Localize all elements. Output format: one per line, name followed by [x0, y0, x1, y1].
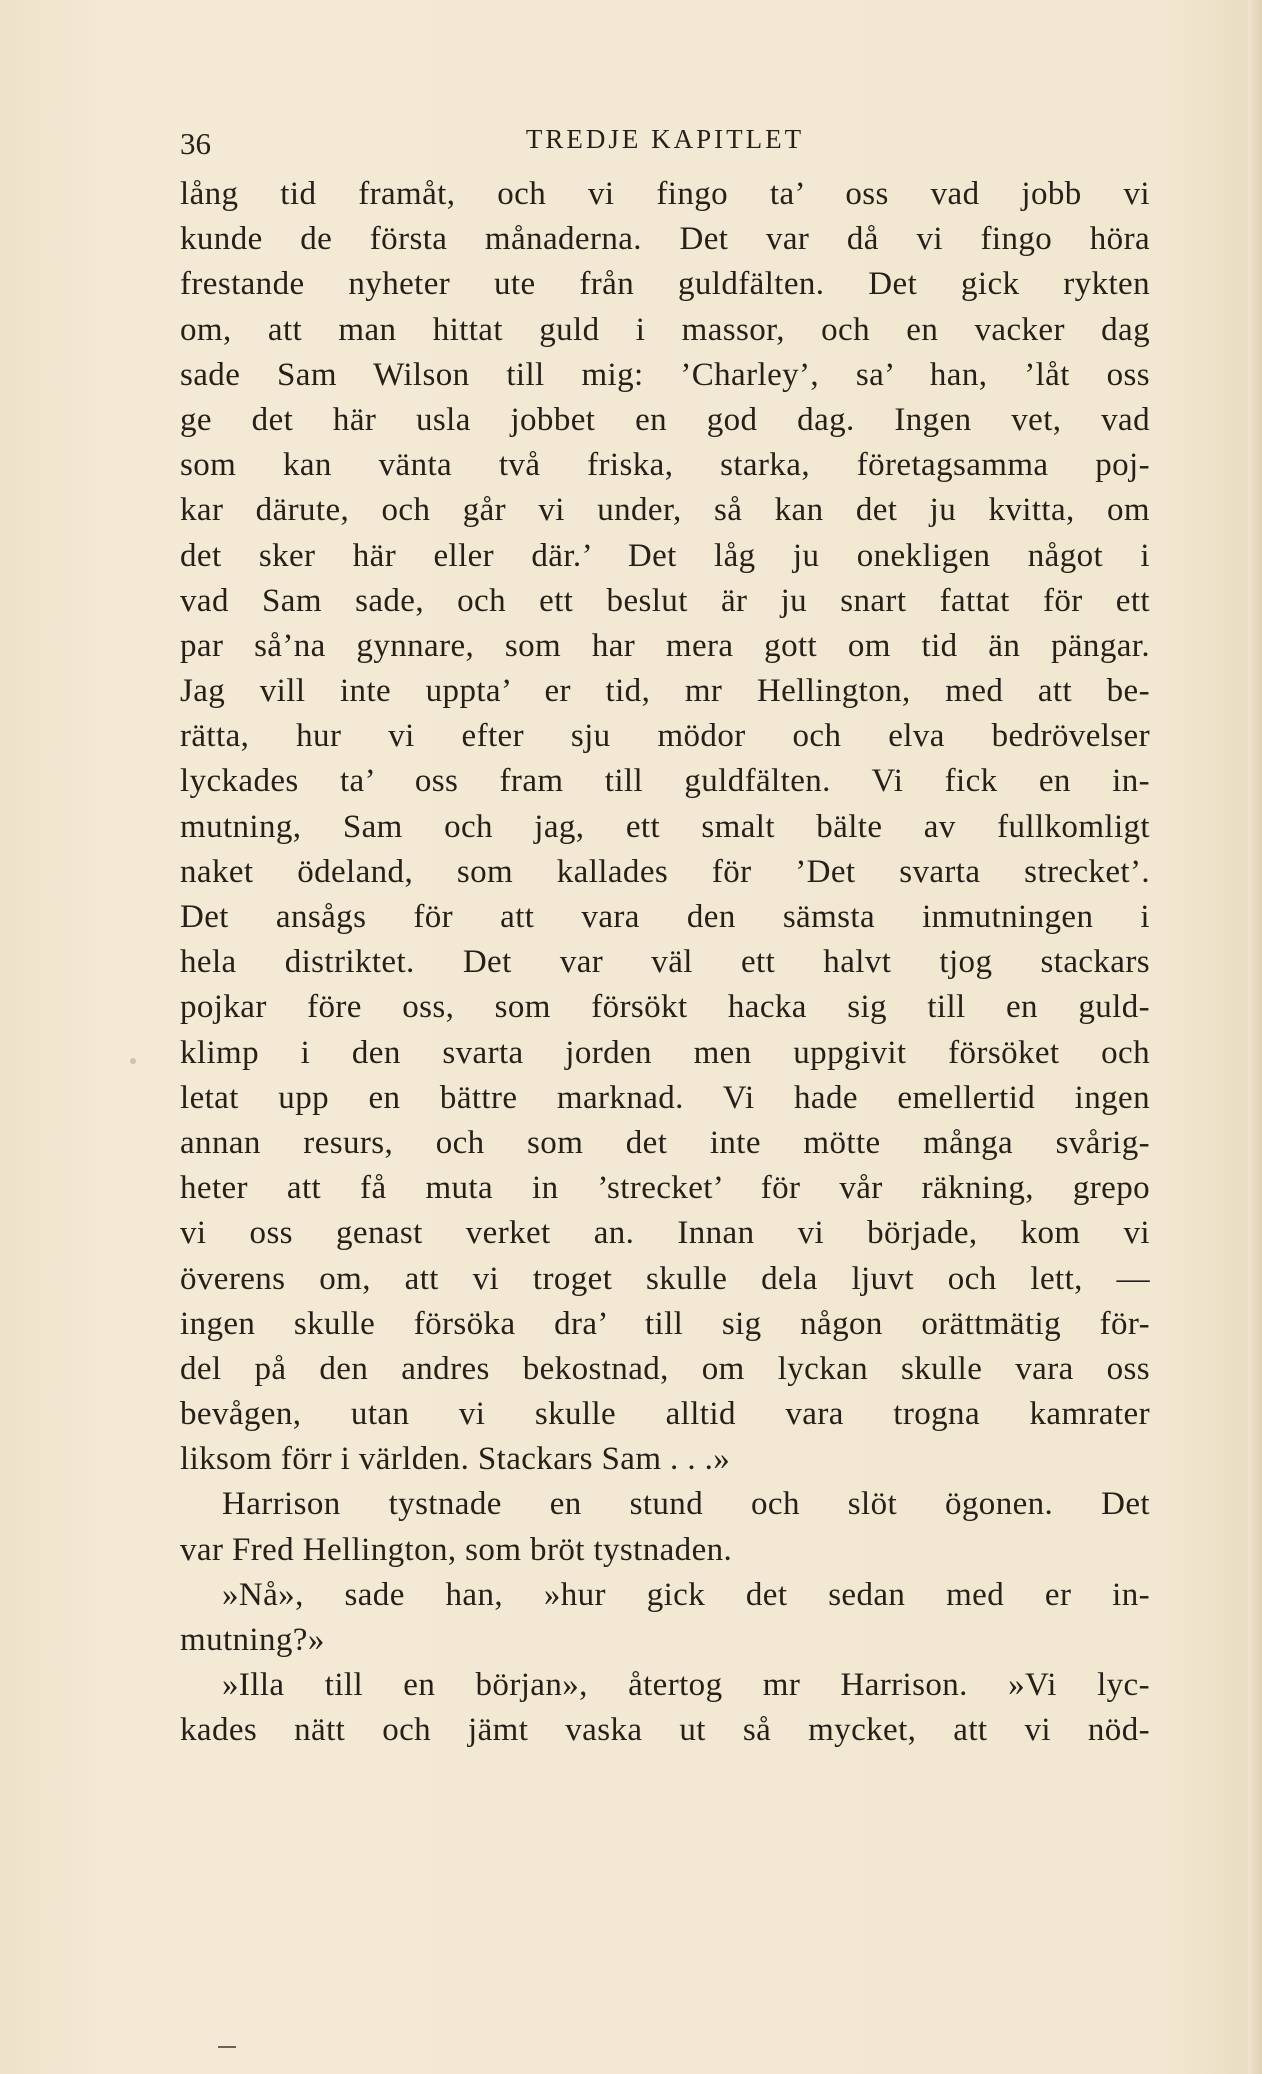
text-line: letat upp en bättre marknad. Vi hade emellertid ingen — [180, 1079, 1150, 1116]
text-line: om, att man hittat guld i massor, och en vacker dag — [180, 311, 1150, 348]
text-line: frestande nyheter ute från guldfälten. Det gick rykten — [180, 266, 1150, 303]
text-line: mutning, Sam och jag, ett smalt bälte av fullkomligt — [180, 808, 1150, 845]
page-header — [180, 120, 1150, 160]
running-head: TREDJE KAPITLET — [525, 124, 805, 154]
text-line: Harrison tystnade en stund och slöt ögonen. Det — [222, 1486, 1150, 1523]
text-line: kades nätt och jämt vaska ut så mycket, att vi nöd- — [180, 1712, 1150, 1749]
page-edge — [1248, 0, 1262, 2074]
text-line: hela distriktet. Det var väl ett halvt tjog stackars — [180, 944, 1150, 981]
text-line: ingen skulle försöka dra’ till sig någon orättmätig för- — [180, 1305, 1150, 1342]
text-line: var Fred Hellington, som bröt tystnaden. — [180, 1531, 733, 1568]
text-line: vi oss genast verket an. Innan vi började, kom vi — [180, 1215, 1150, 1252]
text-line: »Nå», sade han, »hur gick det sedan med er in- — [222, 1576, 1150, 1613]
text-line: vad Sam sade, och ett beslut är ju snart fattat för ett — [180, 582, 1150, 619]
text-line: rätta, hur vi efter sju mödor och elva bedrövelser — [180, 718, 1150, 755]
printer-mark — [218, 2046, 236, 2048]
body-text — [180, 172, 1150, 1754]
text-line: »Illa till en början», återtog mr Harrison. »Vi lyc- — [222, 1667, 1150, 1704]
text-line: kunde de första månaderna. Det var då vi fingo höra — [180, 221, 1150, 258]
text-line: överens om, att vi troget skulle dela ljuvt och lett, — — [180, 1260, 1150, 1297]
text-line: liksom förr i världen. Stackars Sam . . .» — [180, 1441, 731, 1478]
text-line: det sker här eller där.’ Det låg ju onekligen något i — [180, 537, 1150, 574]
page-number: 36 — [180, 126, 211, 161]
text-line: Jag vill inte uppta’ er tid, mr Hellington, med att be- — [180, 673, 1150, 710]
paper-spot — [130, 1058, 136, 1064]
text-line: pojkar före oss, som försökt hacka sig till en guld- — [180, 989, 1150, 1026]
text-line: klimp i den svarta jorden men uppgivit försöket och — [180, 1034, 1150, 1071]
text-line: annan resurs, och som det inte mötte många svårig- — [180, 1124, 1150, 1161]
text-line: lång tid framåt, och vi fingo ta’ oss vad jobb vi — [180, 176, 1150, 212]
text-line: som kan vänta två friska, starka, företagsamma poj- — [180, 447, 1150, 484]
text-line: ge det här usla jobbet en god dag. Ingen vet, vad — [180, 401, 1150, 438]
text-line: lyckades ta’ oss fram till guldfälten. Vi fick en in- — [180, 763, 1150, 800]
text-line: sade Sam Wilson till mig: ’Charley’, sa’ han, ’låt oss — [180, 356, 1150, 393]
text-line: par så’na gynnare, som har mera gott om tid än pängar. — [180, 627, 1150, 664]
text-line: Det ansågs för att vara den sämsta inmutningen i — [180, 899, 1150, 935]
text-line: kar därute, och går vi under, så kan det ju kvitta, om — [180, 492, 1150, 529]
text-line: del på den andres bekostnad, om lyckan skulle vara oss — [180, 1350, 1150, 1387]
text-line: mutning?» — [180, 1622, 325, 1658]
text-line: heter att få muta in ’strecket’ för vår räkning, grepo — [180, 1170, 1150, 1207]
text-line: bevågen, utan vi skulle alltid vara trogna kamrater — [180, 1396, 1150, 1433]
text-line: naket ödeland, som kallades för ’Det svarta strecket’. — [180, 853, 1150, 890]
